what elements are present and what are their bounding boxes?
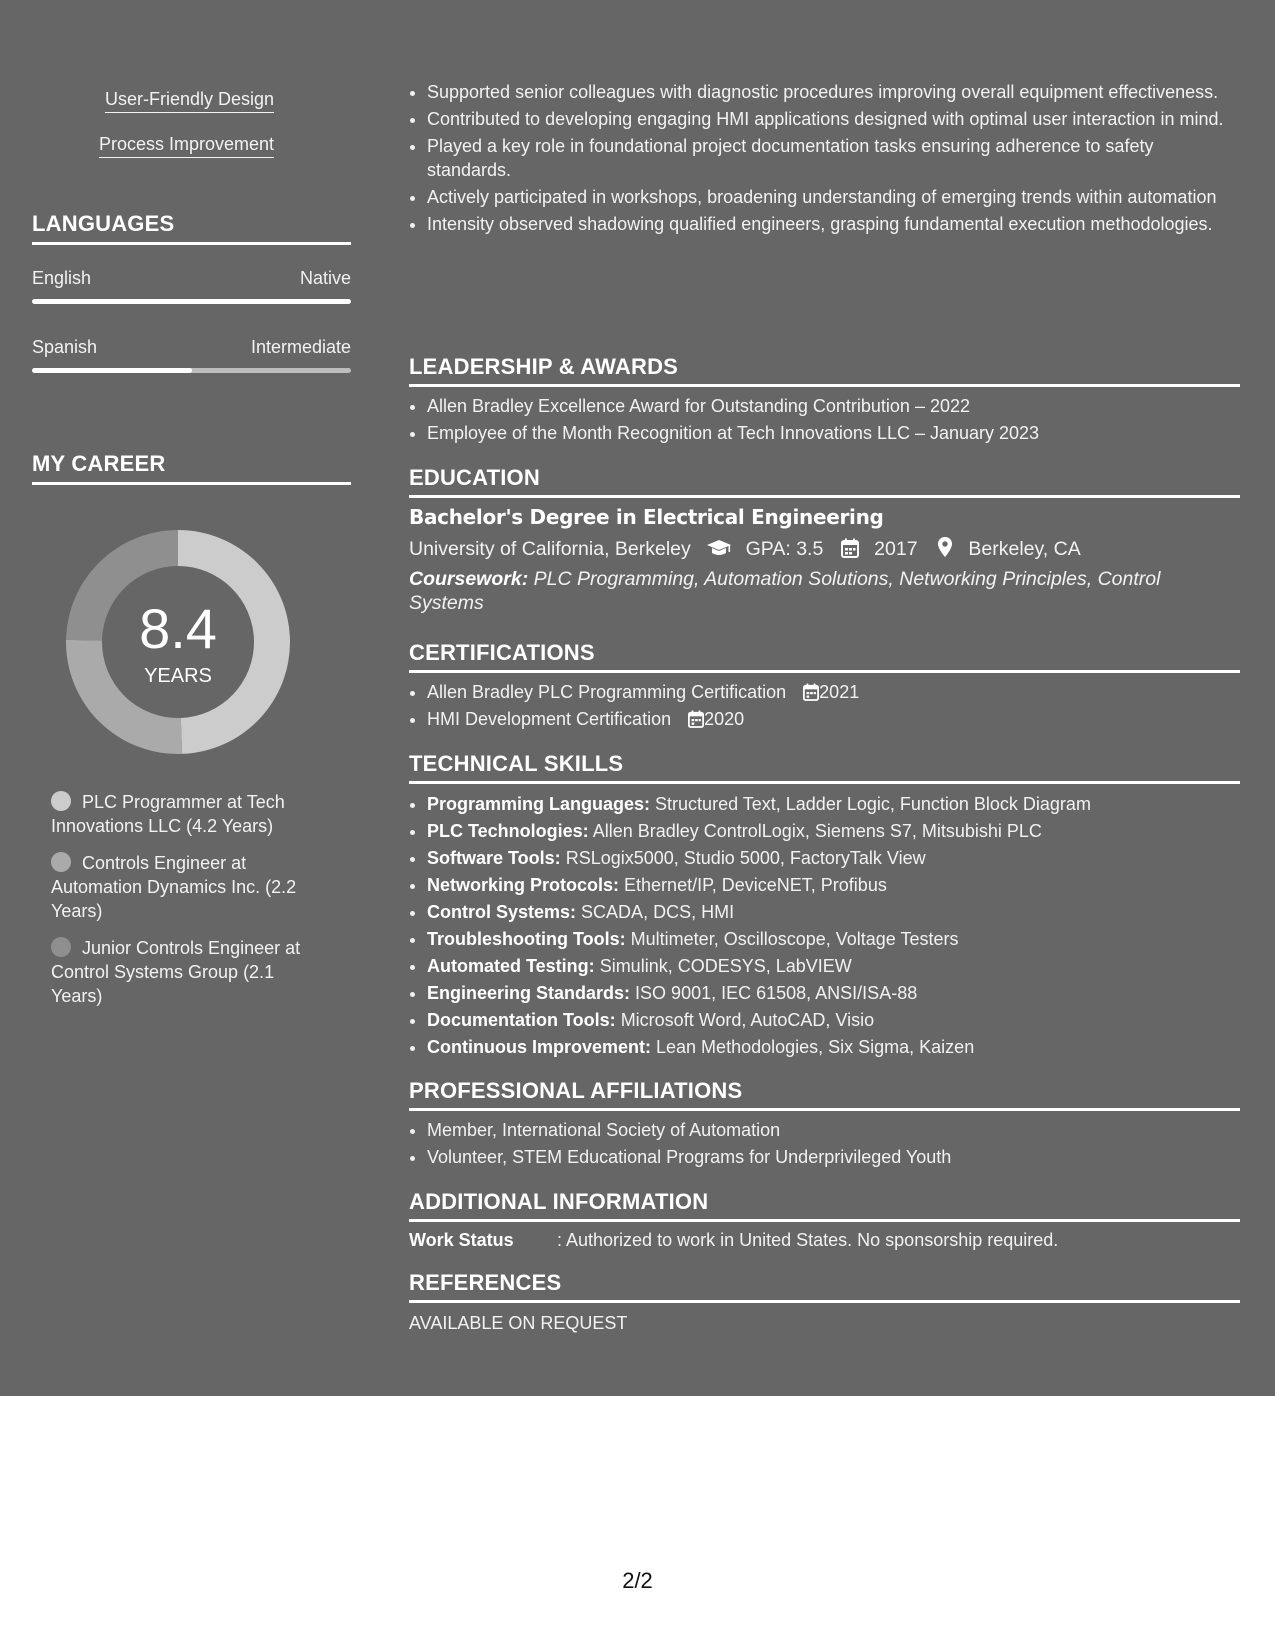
list-item: • Member, International Society of Automation [427,1117,1237,1144]
list-item: • Contributed to developing engaging HMI applications designed with optimal user interaction in mind. [427,107,1237,131]
skill-value: Allen Bradley ControlLogix, Siemens S7, Mitsubishi PLC [592,821,1042,841]
graduation-year: 2017 [874,538,918,560]
list-item: • Played a key role in foundational project documentation tasks ensuring adherence to safety standards. [427,134,1237,182]
language-level: Native [299,268,351,288]
work-status-row [409,1230,1058,1251]
language-bar-spanish [32,368,351,373]
list-item [427,1034,1237,1061]
degree-title: Bachelor's Degree in Electrical Engineering [409,505,884,529]
certifications-list [409,679,1237,733]
technical-skills-list [409,791,1237,1061]
skill-user-friendly-design: User-Friendly Design [105,89,274,113]
leadership-list [409,393,1237,447]
language-name: English [32,268,92,288]
list-item [427,899,1237,926]
list-item [427,872,1237,899]
skill-label: PLC Technologies: [427,821,589,841]
gpa: GPA: 3.5 [745,538,824,560]
references-heading: REFERENCES [409,1270,1240,1303]
legend-dot [51,852,71,872]
skill-value: Structured Text, Ladder Logic, Function Block Diagram [655,794,1091,814]
career-total-unit: YEARS [144,665,212,687]
references-text: AVAILABLE ON REQUEST [409,1313,628,1333]
calendar-icon [803,683,819,701]
skill-value: ISO 9001, IEC 61508, ANSI/ISA-88 [635,983,918,1003]
affiliations-list [409,1117,1237,1171]
coursework-label: Coursework: [409,568,529,590]
coursework-text: PLC Programming, Automation Solutions, Networking Principles, Control Systems [409,568,1161,614]
career-item [51,936,321,1008]
language-level: Intermediate [250,337,351,357]
certifications-heading: CERTIFICATIONS [409,640,1240,673]
calendar-icon [841,538,859,558]
list-item: • Supported senior colleagues with diagnostic procedures improving overall equipment effectiveness. [427,80,1237,104]
list-item: • Employee of the Month Recognition at Tech Innovations LLC – January 2023 [427,420,1237,447]
list-item [427,791,1237,818]
work-status-value: : Authorized to work in United States. No sponsorship required. [557,1230,1059,1250]
skill-value: Ethernet/IP, DeviceNET, Profibus [624,875,887,895]
career-heading: MY CAREER [32,451,351,485]
skill-value: Simulink, CODESYS, LabVIEW [599,956,852,976]
graduation-cap-icon [706,538,732,558]
language-name: Spanish [32,337,98,357]
list-item [427,980,1237,1007]
career-item [51,851,321,923]
list-item [427,845,1237,872]
list-item: • Actively participated in workshops, broadening understanding of emerging trends within automation [427,185,1237,209]
career-item [51,790,321,838]
leadership-heading: LEADERSHIP & AWARDS [409,354,1240,387]
list-item [427,818,1237,845]
skill-value: SCADA, DCS, HMI [581,902,735,922]
list-item [427,926,1237,953]
list-item [427,953,1237,980]
list-item: • Volunteer, STEM Educational Programs for Underprivileged Youth [427,1144,1237,1171]
experience-bullets [409,80,1237,239]
career-total-years: 8.4 [139,597,217,660]
education-details [409,536,1081,561]
skill-label: Control Systems: [427,902,577,922]
skill-process-improvement: Process Improvement [99,134,274,158]
career-item-text: PLC Programmer at Tech Innovations LLC (4.2 Years) [51,792,285,836]
skill-label: Networking Protocols: [427,875,620,895]
career-legend [51,790,321,1021]
language-bar-fill [32,299,351,304]
skill-label: Troubleshooting Tools: [427,929,626,949]
languages-heading: LANGUAGES [32,211,351,245]
work-status-label: Work Status [409,1230,514,1250]
skill-label: Automated Testing: [427,956,595,976]
skill-value: RSLogix5000, Studio 5000, FactoryTalk View [565,848,926,868]
career-item-text: Controls Engineer at Automation Dynamics Inc. (2.2 Years) [51,853,297,921]
list-item [427,706,1237,733]
coursework [409,567,1209,615]
school-location: Berkeley, CA [968,538,1081,560]
school-name: University of California, Berkeley [409,538,691,560]
legend-dot [51,791,71,811]
certification-name: HMI Development Certification [427,709,672,729]
legend-dot [51,937,71,957]
list-item: • Intensity observed shadowing qualified engineers, grasping fundamental execution methodologies. [427,212,1237,236]
skill-label: Continuous Improvement: [427,1037,651,1057]
education-heading: EDUCATION [409,465,1240,498]
career-item-text: Junior Controls Engineer at Control Systems Group (2.1 Years) [51,938,301,1006]
technical-skills-heading: TECHNICAL SKILLS [409,751,1240,784]
list-item [427,679,1237,706]
skill-label: Programming Languages: [427,794,651,814]
language-bar-fill [32,368,192,373]
skill-value: Lean Methodologies, Six Sigma, Kaizen [656,1037,975,1057]
calendar-icon [688,710,704,728]
page-number: 2/2 [622,1568,653,1593]
skill-value: Multimeter, Oscilloscope, Voltage Testers [630,929,959,949]
certification-year: 2021 [819,682,860,702]
affiliations-heading: PROFESSIONAL AFFILIATIONS [409,1078,1240,1111]
skill-label: Engineering Standards: [427,983,631,1003]
skill-label: Software Tools: [427,848,561,868]
additional-info-heading: ADDITIONAL INFORMATION [409,1189,1240,1222]
skill-value: Microsoft Word, AutoCAD, Visio [620,1010,875,1030]
certification-year: 2020 [704,709,745,729]
career-donut-chart [66,530,290,754]
list-item: • Allen Bradley Excellence Award for Outstanding Contribution – 2022 [427,393,1237,420]
language-bar-english [32,299,351,304]
list-item [427,1007,1237,1034]
skill-label: Documentation Tools: [427,1010,616,1030]
map-pin-icon [937,536,953,558]
certification-name: Allen Bradley PLC Programming Certification [427,682,787,702]
